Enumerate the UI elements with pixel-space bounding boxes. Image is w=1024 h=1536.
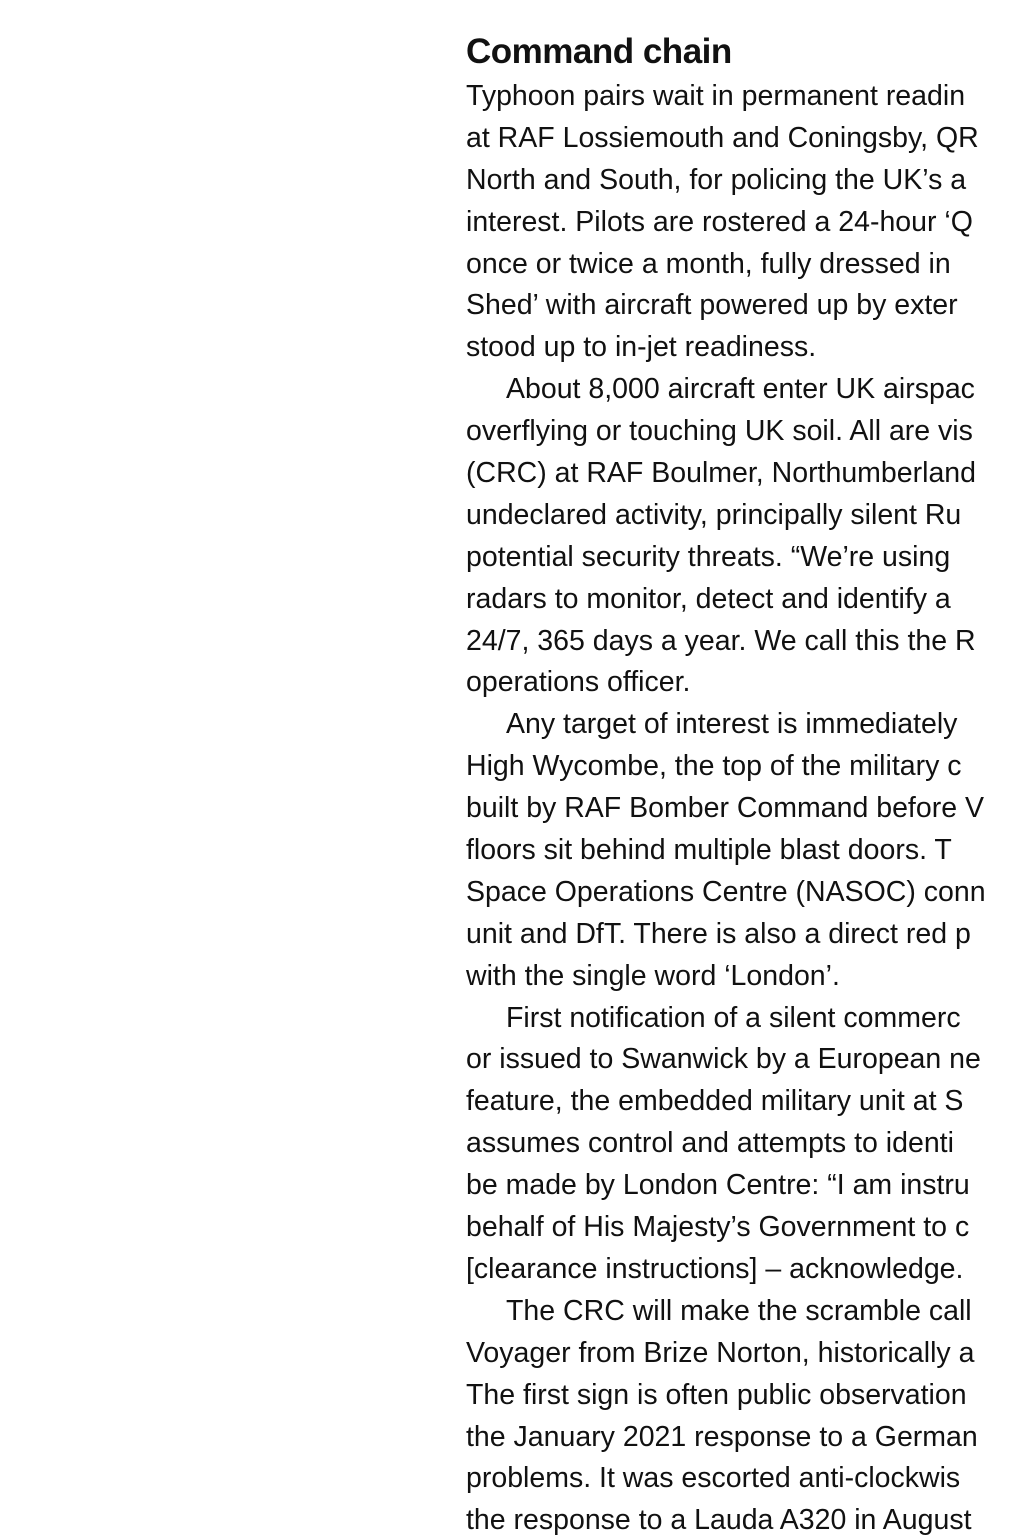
paragraph-line: be made by London Centre: “I am instru (466, 1169, 970, 1202)
paragraph-line: radars to monitor, detect and identify a (466, 582, 951, 615)
paragraph-line: undeclared activity, principally silent Ru (466, 498, 962, 531)
paragraph-line: stood up to in-jet readiness. (466, 331, 817, 364)
paragraph-line: Space Operations Centre (NASOC) conn (466, 875, 986, 908)
paragraph-line: Typhoon pairs wait in permanent readin (466, 80, 966, 112)
paragraph-line: First notification of a silent commerc (506, 1001, 961, 1034)
article-body (466, 76, 1024, 1536)
paragraph-line: the January 2021 response to a German (466, 1420, 978, 1453)
paragraph-line: (CRC) at RAF Boulmer, Northumberland (466, 457, 976, 490)
paragraph-line: or issued to Swanwick by a European ne (466, 1043, 981, 1076)
article-paragraph (466, 369, 1024, 704)
paragraph-line: assumes control and attempts to identi (466, 1127, 954, 1160)
paragraph-line: 24/7, 365 days a year. We call this the R (466, 624, 976, 657)
article-paragraph (466, 1291, 1024, 1536)
paragraph-line: behalf of His Majesty’s Government to c (466, 1211, 970, 1244)
paragraph-line: Voyager from Brize Norton, historically a (466, 1336, 975, 1369)
paragraph-line: The first sign is often public observation (466, 1378, 967, 1411)
section-heading: Command chain (466, 32, 732, 71)
paragraph-line: operations officer. (466, 666, 691, 699)
paragraph-line: interest. Pilots are rostered a 24-hour ‘Q (466, 205, 973, 238)
paragraph-line: Shed’ with aircraft powered up by exter (466, 289, 958, 322)
paragraph-line: built by RAF Bomber Command before V (466, 792, 984, 825)
article-paragraph (466, 76, 1024, 369)
paragraph-line: floors sit behind multiple blast doors. T (466, 834, 952, 867)
article-paragraph (466, 704, 1024, 997)
paragraph-line: unit and DfT. There is also a direct red p (466, 917, 971, 950)
paragraph-line: Any target of interest is immediately (506, 708, 958, 741)
article (466, 28, 1024, 1536)
paragraph-line: with the single word ‘London’. (466, 959, 840, 992)
paragraph-line: [clearance instructions] – acknowledge. (466, 1252, 964, 1285)
paragraph-line: potential security threats. “We’re using (466, 540, 951, 573)
paragraph-line: North and South, for policing the UK’s a (466, 163, 967, 196)
paragraph-line: once or twice a month, fully dressed in (466, 247, 951, 280)
paragraph-line: The CRC will make the scramble call (506, 1294, 972, 1327)
paragraph-line: the response to a Lauda A320 in August (466, 1504, 972, 1536)
paragraph-line: overflying or touching UK soil. All are vis (466, 415, 973, 448)
paragraph-line: at RAF Lossiemouth and Coningsby, QR (466, 121, 979, 154)
paragraph-line: About 8,000 aircraft enter UK airspac (506, 373, 975, 406)
paragraph-line: High Wycombe, the top of the military c (466, 750, 962, 783)
article-paragraph (466, 998, 1024, 1291)
paragraph-line: feature, the embedded military unit at S (466, 1085, 964, 1118)
paragraph-line: problems. It was escorted anti-clockwis (466, 1462, 961, 1495)
